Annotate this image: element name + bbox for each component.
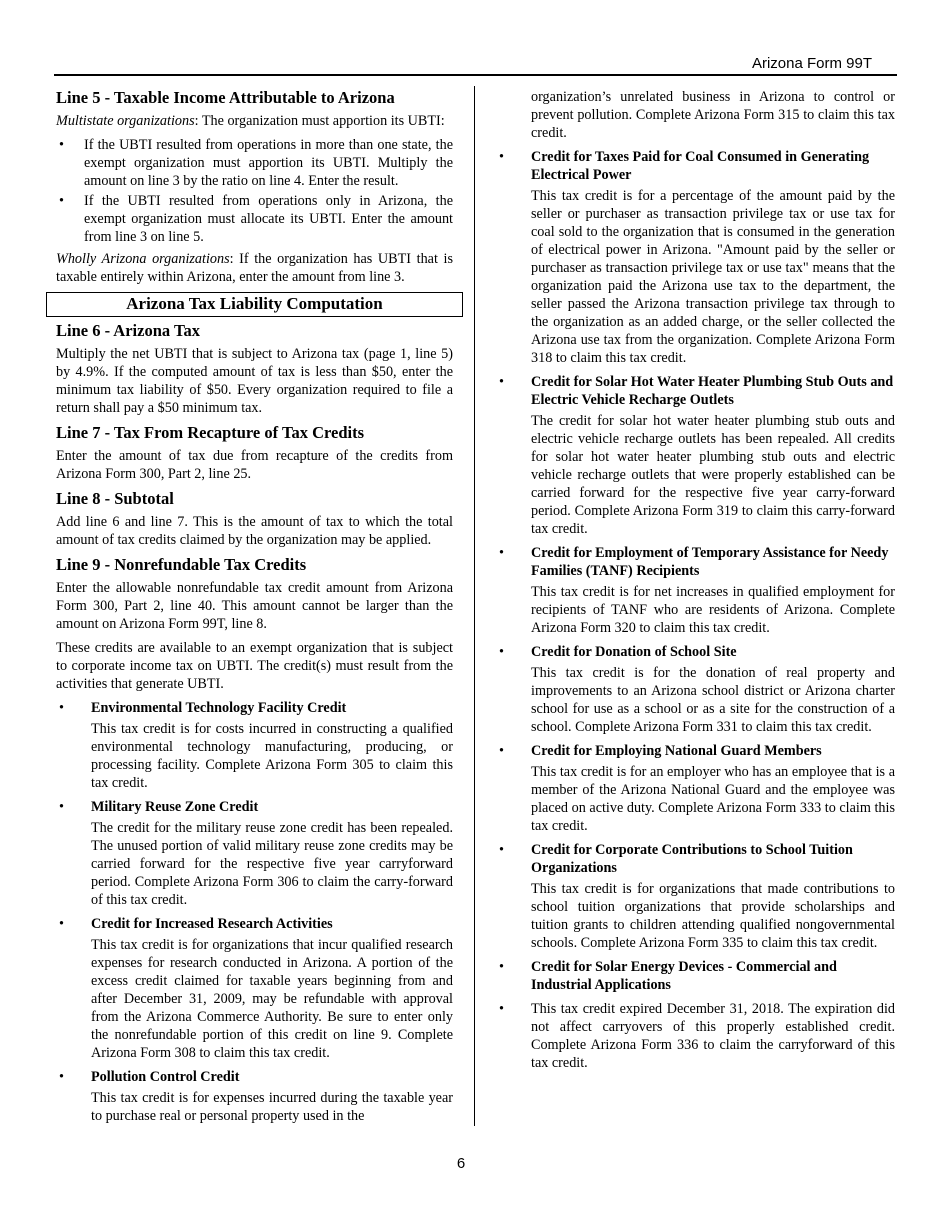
bullet-icon: •: [499, 1001, 504, 1017]
credit-text: The credit for solar hot water heater plumbing stub outs and electric vehicle recharge outlets has been repealed. All credits for solar hot water heater plumbing stub outs and electric vehicle recharge outlets that were properly established can be carried forward for the respective five year carry-forward period. Complete Arizona Form 319 to claim this carry-forward tax credit.: [531, 413, 895, 537]
credit-text: This tax credit expired December 31, 2018. The expiration did not affect carryovers of this properly established credit. Complete Arizona Form 336 to claim the carryforward of this tax credit.: [531, 1001, 895, 1071]
continuation-text: organization’s unrelated business in Arizona to control or prevent pollution. Complete Arizona Form 315 to claim this tax credit.: [531, 89, 895, 141]
bullet-icon: •: [59, 799, 64, 815]
credit-item: [496, 841, 895, 952]
credit-text: The credit for the military reuse zone credit has been repealed. The unused portion of valid military reuse zone credits may be carried forward for the respective five year carryforward period. Complete Arizona Form 306 to claim the carry-forward of this tax credit.: [91, 820, 453, 908]
credit-title: Credit for Employment of Temporary Assistance for Needy Families (TANF) Recipients: [531, 545, 889, 579]
list-item: [56, 136, 453, 190]
bullet-icon: •: [59, 700, 64, 716]
credit-title: Pollution Control Credit: [91, 1069, 240, 1085]
list-item: [56, 192, 453, 246]
column-divider: [474, 86, 475, 1126]
credit-item: [56, 798, 453, 909]
credit-title: Credit for Taxes Paid for Coal Consumed in Generating Electrical Power: [531, 149, 870, 183]
bullet-icon: •: [499, 959, 504, 975]
credit-item: [496, 643, 895, 736]
line9-heading: Line 9 - Nonrefundable Tax Credits: [56, 555, 307, 574]
bullet-icon: •: [499, 644, 504, 660]
bullet-icon: •: [59, 916, 64, 932]
bullet-icon: •: [499, 545, 504, 561]
credit-title: Credit for Solar Energy Devices - Commercial and Industrial Applications: [531, 959, 837, 993]
bullet-icon: •: [499, 374, 504, 390]
line6-heading: Line 6 - Arizona Tax: [56, 321, 200, 340]
line5-wholly-label: Wholly Arizona organizations: [56, 251, 230, 267]
form-title: Arizona Form 99T: [751, 55, 872, 72]
line5-heading: Line 5 - Taxable Income Attributable to Arizona: [56, 88, 395, 107]
credit-item: [496, 148, 895, 367]
line5-wholly-paragraph: [56, 250, 453, 286]
line6-text: Multiply the net UBTI that is subject to Arizona tax (page 1, line 5) by 4.9%. If the computed amount of tax is less than $50, enter the minimum tax liability of $50. Every organization required to file a return shall pay a $50 minimum tax.: [56, 346, 453, 416]
credit-title: Environmental Technology Facility Credit: [91, 700, 347, 716]
credit-item: [496, 544, 895, 637]
credit-title: Military Reuse Zone Credit: [91, 799, 259, 815]
line5-wholly-text: : If the organization has UBTI that is taxable entirely within Arizona, enter the amount from line 3.: [56, 251, 453, 285]
line7-heading: Line 7 - Tax From Recapture of Tax Credits: [56, 423, 365, 442]
credit-item: [56, 915, 453, 1062]
credit-item: [56, 1068, 453, 1125]
credit-text: This tax credit is for a percentage of the amount paid by the seller or purchaser as transaction privilege tax or use tax for coal sold to the organization that is consumed in the generation of electrical power in Arizona. "Amount paid by the seller or purchaser as transaction privilege tax or use tax" means that the organization paid the Arizona use tax to the department, the seller passed the Arizona transaction privilege tax through to the organization as an added charge, or the seller collected the Arizona use tax from the organization. Complete Arizona Form 318 to claim this tax credit.: [531, 188, 895, 366]
credit-title: Credit for Donation of School Site: [531, 644, 737, 660]
credit-text: This tax credit is for organizations that made contributions to school tuition organizations that provide scholarships and tuition grants to children attending qualified nongovernmental schools. Complete Arizona Form 335 to claim this tax credit.: [531, 881, 895, 951]
credit-text: This tax credit is for net increases in qualified employment for recipients of TANF who are residents of Arizona. Complete Arizona Form 320 to claim this tax credit.: [531, 584, 895, 636]
bullet-icon: •: [499, 743, 504, 759]
line9-text-1: Enter the allowable nonrefundable tax credit amount from Arizona Form 300, Part 2, line 40. This amount cannot be larger than the amount on Arizona Form 99T, line 8.: [56, 580, 453, 632]
credit-title: Credit for Employing National Guard Members: [531, 743, 822, 759]
credit-item: [496, 1000, 895, 1072]
right-column: [496, 88, 895, 1078]
credit-text: This tax credit is for expenses incurred during the taxable year to purchase real or personal property used in the: [91, 1090, 453, 1124]
credit-text: This tax credit is for the donation of real property and improvements to an Arizona school district or Arizona charter school for use as a school or as a site for the construction of a school. Complete Arizona Form 331 to claim this tax credit.: [531, 665, 895, 735]
list-item-text: If the UBTI resulted from operations in more than one state, the exempt organization must apportion its UBTI. Multiply the amount on line 3 by the ratio on line 4. Enter the result.: [84, 137, 453, 189]
line8-text: Add line 6 and line 7. This is the amount of tax to which the total amount of tax credits claimed by the organization may be applied.: [56, 514, 453, 548]
bullet-icon: •: [499, 149, 504, 165]
bullet-icon: •: [499, 842, 504, 858]
bullet-icon: •: [59, 1069, 64, 1085]
line5-multistate-paragraph: [56, 112, 453, 130]
credit-text: This tax credit is for organizations that incur qualified research expenses for research conducted in Arizona. A portion of the excess credit claimed for taxable years beginning from and after December 31, 2009, may be refundable with approval from the Arizona Commerce Authority. Be sure to enter only the nonrefundable portion of this credit on line 9. Complete Arizona Form 308 to claim this tax credit.: [91, 937, 453, 1061]
list-item-text: If the UBTI resulted from operations only in Arizona, the exempt organization must allocate its UBTI. Enter the amount from line 3 on line 5.: [84, 193, 453, 245]
credit-item: [56, 699, 453, 792]
line9-text-2: These credits are available to an exempt organization that is subject to corporate income tax on UBTI. The credit(s) must result from the activities that generate UBTI.: [56, 640, 453, 692]
credit-item: [496, 373, 895, 538]
credit-title: Credit for Corporate Contributions to School Tuition Organizations: [531, 842, 853, 876]
page-number: 6: [456, 1155, 466, 1172]
credit-title: Credit for Increased Research Activities: [91, 916, 333, 932]
left-column: [56, 88, 453, 1131]
credit-item: [496, 742, 895, 835]
credit-text: This tax credit is for an employer who has an employee that is a member of the Arizona National Guard and the employee was placed on active duty. Complete Arizona Form 333 to claim this tax credit.: [531, 764, 895, 834]
header-rule: [54, 74, 897, 76]
line5-multistate-text: : The organization must apportion its UBTI:: [194, 113, 445, 129]
line8-heading: Line 8 - Subtotal: [56, 489, 174, 508]
credit-item: [496, 958, 895, 994]
credit-title: Credit for Solar Hot Water Heater Plumbing Stub Outs and Electric Vehicle Recharge Outlets: [531, 374, 894, 408]
bullet-icon: •: [59, 137, 64, 153]
credit-text: This tax credit is for costs incurred in constructing a qualified environmental technology manufacturing, producing, or processing facility. Complete Arizona Form 305 to claim this tax credit.: [91, 721, 453, 791]
line5-bullet-list: [56, 136, 453, 246]
bullet-icon: •: [59, 193, 64, 209]
line7-text: Enter the amount of tax due from recapture of the credits from Arizona Form 300, Part 2, line 25.: [56, 448, 453, 482]
computation-section-title: Arizona Tax Liability Computation: [46, 292, 463, 317]
line5-multistate-label: Multistate organizations: [56, 113, 195, 129]
